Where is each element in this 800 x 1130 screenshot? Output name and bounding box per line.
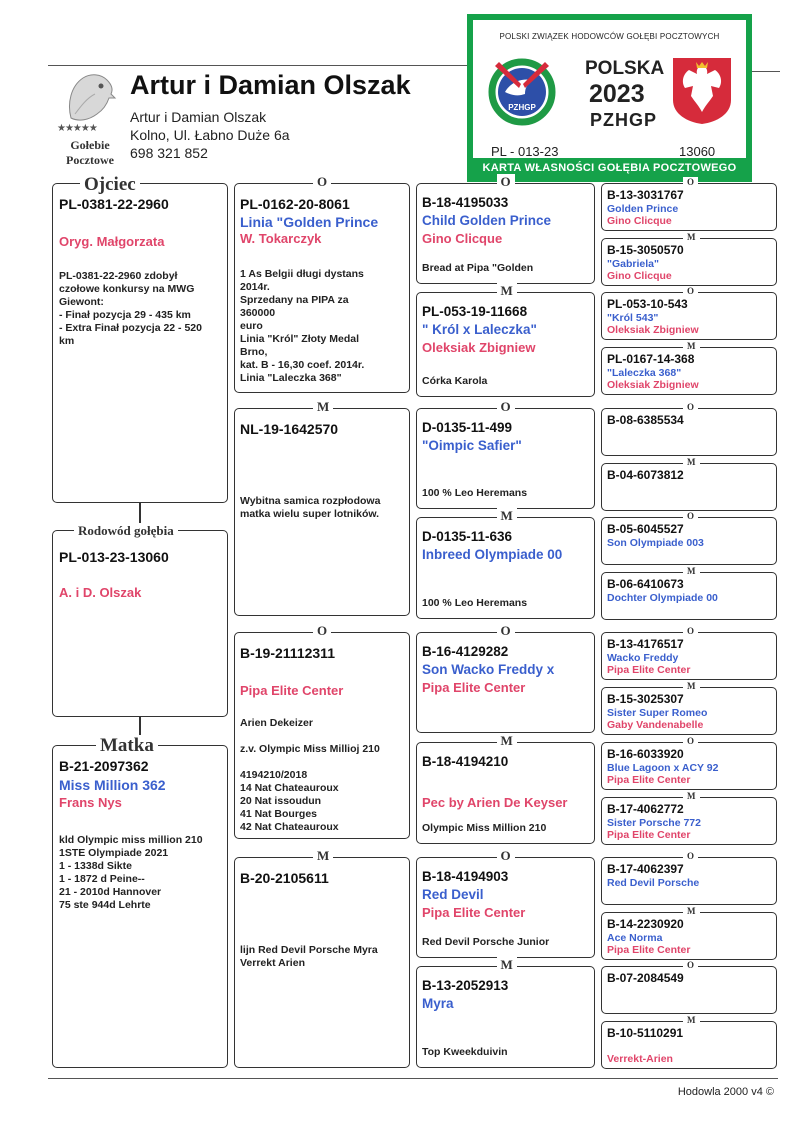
- ring-number: B-13-2052913: [422, 978, 509, 993]
- pigeon-notes: 100 % Leo Heremans: [422, 487, 528, 499]
- sire-tag: O: [683, 851, 698, 861]
- ring-number: D-0135-11-499: [422, 420, 513, 435]
- mother-label: Matka: [96, 735, 158, 757]
- pigeon-box[interactable]: [52, 530, 228, 717]
- ring-number: B-20-2105611: [240, 870, 329, 886]
- logo-text: [55, 138, 125, 168]
- gen2-box[interactable]: [234, 183, 410, 393]
- gen4-box[interactable]: [601, 966, 777, 1014]
- ring-number: B-18-4195033: [422, 195, 509, 210]
- sire-tag: O: [683, 177, 698, 187]
- emblem-text: PZHGP: [508, 103, 536, 112]
- owner-name: Pipa Elite Center: [607, 829, 691, 841]
- logo-stars: ★★★★★: [57, 123, 97, 134]
- ring-number: PL-053-10-543: [607, 297, 688, 311]
- pigeon-name: Miss Million 362: [59, 777, 166, 793]
- pigeon-notes: 1 As Belgii długi dystans 2014r. Sprzedany na PIPA za 360000 euro Linia "Król" Złoty Medal Brno, kat. B - 16,30 coef. 2014r. Linia "Laleczka 368": [240, 268, 365, 384]
- card-year: 2023: [589, 80, 645, 108]
- gen4-box[interactable]: [601, 238, 777, 286]
- pigeon-name: Son Olympiade 003: [607, 537, 704, 549]
- pigeon-notes: Wybitna samica rozpłodowa matka wielu super lotników.: [240, 495, 381, 520]
- owner-phone: 698 321 852: [130, 145, 208, 161]
- dam-tag: M: [683, 232, 700, 242]
- ring-number: B-17-4062772: [607, 802, 684, 816]
- gen2-box[interactable]: [234, 408, 410, 616]
- owner-name: Artur i Damian Olszak: [130, 109, 267, 125]
- ring-number: PL-0162-20-8061: [240, 196, 350, 212]
- gen3-box[interactable]: [416, 408, 595, 509]
- pigeon-name: "Gabriela": [607, 258, 659, 270]
- gen3-box[interactable]: [416, 632, 595, 733]
- dam-tag: M: [497, 283, 517, 299]
- pigeon-notes: lijn Red Devil Porsche Myra Verrekt Arien: [240, 944, 378, 969]
- pigeon-name: Child Golden Prince: [422, 213, 552, 228]
- breeder-logo: [55, 68, 125, 166]
- gen4-box[interactable]: [601, 1021, 777, 1069]
- gen3-box[interactable]: [416, 183, 595, 284]
- owner-name: Oleksiak Zbigniew: [607, 324, 699, 336]
- owner-name: Pipa Elite Center: [422, 905, 526, 920]
- dam-tag: M: [497, 508, 517, 524]
- pigeon-label: Rodowód gołębia: [74, 523, 178, 539]
- gen4-box[interactable]: [601, 632, 777, 680]
- polish-eagle-icon: [671, 56, 733, 126]
- pigeon-notes: Olympic Miss Million 210: [422, 822, 547, 834]
- gen4-box[interactable]: [601, 292, 777, 340]
- sire-tag: O: [683, 402, 698, 412]
- sire-tag: O: [683, 736, 698, 746]
- dam-tag: M: [683, 906, 700, 916]
- ring-number: D-0135-11-636: [422, 529, 513, 544]
- sire-tag: O: [683, 286, 698, 296]
- owner-name: Pipa Elite Center: [607, 944, 691, 956]
- gen2-box[interactable]: [234, 632, 410, 839]
- card-country: POLSKA: [585, 58, 665, 79]
- ring-number: NL-19-1642570: [240, 421, 339, 437]
- bottom-rule: [48, 1078, 778, 1079]
- dam-tag: M: [497, 957, 517, 973]
- pigeon-name: Red Devil: [422, 887, 484, 902]
- ring-number: B-15-3050570: [607, 243, 684, 257]
- pigeon-name: Dochter Olympiade 00: [607, 592, 718, 604]
- father-box[interactable]: [52, 183, 228, 503]
- pigeon-name: " Król x Laleczka": [422, 322, 537, 337]
- ring-number: B-14-2230920: [607, 917, 684, 931]
- gen3-box[interactable]: [416, 742, 595, 844]
- ownership-card-body: [473, 20, 746, 158]
- pigeon-notes: kld Olympic miss million 210 1STE Olympiade 2021 1 - 1338d Sikte 1 - 1872 d Peine-- 21 - 2010d Hannover 75 ste 944d Lehrte: [59, 834, 203, 911]
- sire-tag: O: [683, 960, 698, 970]
- owner-name: Verrekt-Arien: [607, 1053, 673, 1065]
- ring-number: B-06-6410673: [607, 577, 684, 591]
- ring-number: PL-013-23-13060: [59, 549, 169, 565]
- card-ring-right: 13060: [679, 144, 716, 159]
- card-footer: KARTA WŁASNOŚCI GOŁĘBIA POCZTOWEGO: [482, 162, 737, 174]
- sire-tag: O: [497, 848, 515, 864]
- ring-number: PL-053-19-11668: [422, 304, 528, 319]
- gen4-box[interactable]: [601, 742, 777, 790]
- gen2-box[interactable]: [234, 857, 410, 1068]
- gen4-box[interactable]: [601, 687, 777, 735]
- owner-name: Gino Clicque: [607, 270, 672, 282]
- dam-tag: M: [313, 848, 333, 864]
- owner-name: Gino Clicque: [607, 215, 672, 227]
- owner-name: Pipa Elite Center: [607, 774, 691, 786]
- logo-line1: Gołebie: [70, 138, 110, 152]
- sire-tag: O: [497, 174, 515, 190]
- gen4-box[interactable]: [601, 572, 777, 620]
- pigeon-name: Blue Lagoon x ACY 92: [607, 762, 719, 774]
- ring-number: B-05-6045527: [607, 522, 684, 536]
- sire-tag: O: [313, 174, 331, 190]
- gen4-box[interactable]: [601, 183, 777, 231]
- owner-name: Oleksiak Zbigniew: [607, 379, 699, 391]
- owner-name: Gaby Vandenabelle: [607, 719, 704, 731]
- gen4-box[interactable]: [601, 912, 777, 960]
- gen4-box[interactable]: [601, 517, 777, 565]
- gen4-box[interactable]: [601, 463, 777, 511]
- ring-number: B-21-2097362: [59, 758, 149, 774]
- gen4-box[interactable]: [601, 797, 777, 845]
- gen4-box[interactable]: [601, 857, 777, 905]
- ring-number: B-16-4129282: [422, 644, 509, 659]
- dam-tag: M: [683, 566, 700, 576]
- pigeon-name: Red Devil Porsche: [607, 877, 700, 889]
- sire-tag: O: [313, 623, 331, 639]
- ring-number: B-19-21112311: [240, 645, 335, 661]
- pigeon-name: "Król 543": [607, 312, 659, 324]
- pigeon-name: Linia "Golden Prince: [240, 214, 379, 230]
- ring-number: B-07-2084549: [607, 971, 684, 985]
- ring-number: B-04-6073812: [607, 468, 684, 482]
- owner-name: A. i D. Olszak: [59, 585, 142, 600]
- owner-name: Pec by Arien De Keyser: [422, 795, 568, 810]
- sire-tag: O: [497, 623, 515, 639]
- pzhgp-emblem-icon: [485, 54, 559, 128]
- dam-tag: M: [313, 399, 333, 415]
- owner-name: Gino Clicque: [422, 231, 503, 246]
- owner-name: W. Tokarczyk: [240, 231, 322, 246]
- pigeon-notes: Bread at Pipa "Golden: [422, 262, 534, 274]
- sire-tag: O: [497, 399, 515, 415]
- page-title: Artur i Damian Olszak: [130, 70, 411, 100]
- gen3-box[interactable]: [416, 966, 595, 1068]
- gen4-box[interactable]: [601, 347, 777, 395]
- pigeon-notes: PL-0381-22-2960 zdobył czołowe konkursy na MWG Giewont: - Finał pozycja 29 - 435 km - Extra Finał pozycja 22 - 520 km: [59, 270, 202, 347]
- owner-name: Pipa Elite Center: [240, 683, 344, 698]
- gen4-box[interactable]: [601, 408, 777, 456]
- dam-tag: M: [497, 733, 517, 749]
- ring-number: PL-0381-22-2960: [59, 196, 169, 212]
- pigeon-name: Wacko Freddy: [607, 652, 679, 664]
- ring-number: B-13-3031767: [607, 188, 684, 202]
- card-org: POLSKI ZWIĄZEK HODOWCÓW GOŁĘBI POCZTOWYCH: [499, 32, 720, 41]
- card-abbr: PZHGP: [590, 110, 658, 130]
- gen3-box[interactable]: [416, 857, 595, 958]
- pigeon-name: Son Wacko Freddy x: [422, 662, 555, 677]
- ring-number: B-16-6033920: [607, 747, 684, 761]
- ring-number: PL-0167-14-368: [607, 352, 695, 366]
- card-ring-left: PL - 013-23: [491, 144, 559, 159]
- footer-credit: Hodowla 2000 v4 ©: [677, 1086, 774, 1098]
- pigeon-notes: 100 % Leo Heremans: [422, 597, 528, 609]
- pigeon-notes: Red Devil Porsche Junior: [422, 936, 550, 948]
- logo-line2: Pocztowe: [66, 153, 114, 167]
- sire-tag: O: [683, 511, 698, 521]
- pigeon-notes: Córka Karola: [422, 375, 488, 387]
- gen3-box[interactable]: [416, 517, 595, 619]
- mother-box[interactable]: [52, 745, 228, 1068]
- dam-tag: M: [683, 681, 700, 691]
- dam-tag: M: [683, 341, 700, 351]
- pigeon-name: Myra: [422, 996, 454, 1011]
- ring-number: B-10-5110291: [607, 1026, 684, 1040]
- owner-name: Oleksiak Zbigniew: [422, 340, 536, 355]
- ownership-card: [467, 14, 752, 182]
- owner-address: Kolno, Ul. Łabno Duże 6a: [130, 127, 290, 143]
- ring-number: B-18-4194210: [422, 754, 509, 769]
- dam-tag: M: [683, 791, 700, 801]
- sire-tag: O: [683, 626, 698, 636]
- pigeon-name: "Laleczka 368": [607, 367, 682, 379]
- owner-name: Oryg. Małgorzata: [59, 234, 165, 249]
- gen3-box[interactable]: [416, 292, 595, 397]
- father-label: Ojciec: [80, 174, 140, 196]
- pigeon-name: Sister Porsche 772: [607, 817, 701, 829]
- pigeon-notes: Top Kweekduivin: [422, 1046, 508, 1058]
- ring-number: B-13-4176517: [607, 637, 684, 651]
- ring-number: B-18-4194903: [422, 869, 509, 884]
- pigeon-name: Inbreed Olympiade 00: [422, 547, 563, 562]
- ring-number: B-15-3025307: [607, 692, 684, 706]
- pigeon-name: Golden Prince: [607, 203, 679, 215]
- owner-name: Pipa Elite Center: [607, 664, 691, 676]
- pigeon-head-icon: [65, 68, 117, 123]
- dam-tag: M: [683, 1015, 700, 1025]
- pigeon-notes: Arien Dekeizer z.v. Olympic Miss Millioj 210 4194210/2018 14 Nat Chateauroux 20 Nat issoudun 41 Nat Bourges 42 Nat Chateauroux: [240, 717, 380, 833]
- owner-name: Pipa Elite Center: [422, 680, 526, 695]
- pigeon-name: Sister Super Romeo: [607, 707, 708, 719]
- dam-tag: M: [683, 457, 700, 467]
- owner-name: Frans Nys: [59, 795, 122, 810]
- pigeon-name: "Oimpic Safier": [422, 438, 522, 453]
- pigeon-name: Ace Norma: [607, 932, 663, 944]
- ring-number: B-17-4062397: [607, 862, 684, 876]
- ring-number: B-08-6385534: [607, 413, 684, 427]
